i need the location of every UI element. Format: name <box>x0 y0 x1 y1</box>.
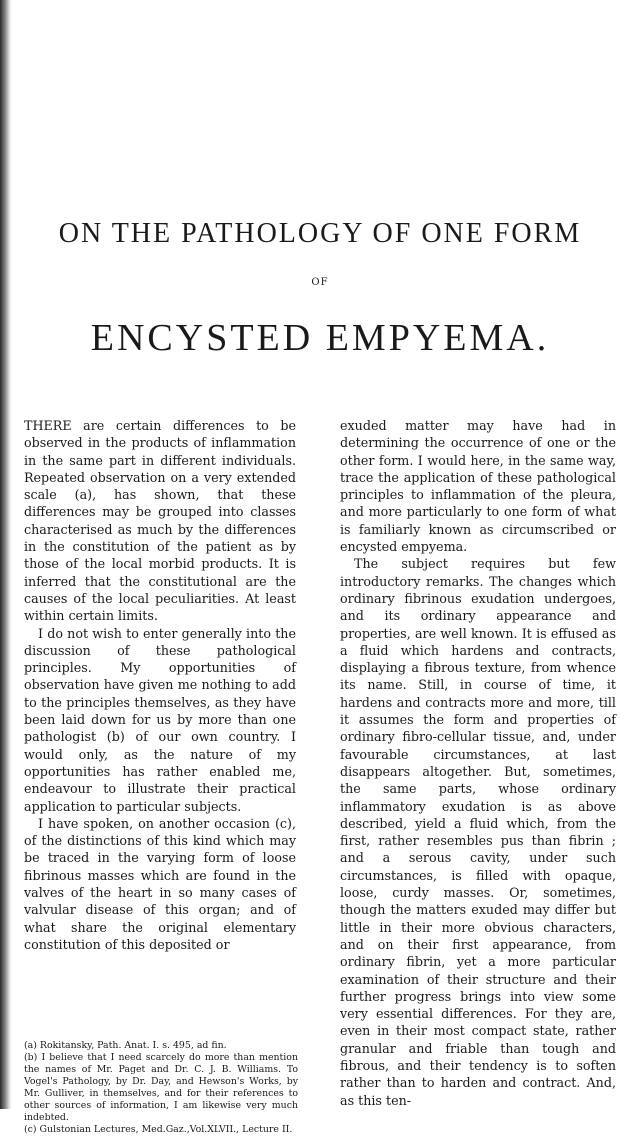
paragraph: exuded matter may have had in determining the occurrence of one or the other form. I would here, in the same way, trace the application of these pathological principles to inflammation of the pleura, and more particularly to one form of what is familiarly known as circumscribed or encysted empyema. <box>340 418 616 555</box>
footnotes <box>24 1040 298 1136</box>
footnote-c: (c) Gulstonian Lectures, Med.Gaz.,Vol.XLVII., Lecture II. <box>24 1124 293 1135</box>
paragraph: The subject requires but few introductory remarks. The changes which ordinary fibrinous exudation undergoes, and its ordinary appearance and properties, are well known. It is effused as a fluid which hardens and contracts, displaying a fibrous texture, from whence its name. Still, in course of time, it hardens and contracts more and more, till it assumes the form and properties of ordinary fibro-cellular tissue, and, under favourable circumstances, at last disappears altogether. But, sometimes, the same parts, whose ordinary inflammatory exudation is as above described, yield a fluid which, from the first, rather resembles pus than fibrin ; and a serous cavity, under such circumstances, is filled with opaque, loose, curdy masses. Or, sometimes, though the matters exuded may differ but little in their more obvious characters, and on their first appearance, from ordinary fibrin, yet a more particular examination of their structure and their further progress brings into view some very essential differences. For they are, even in their most compact state, rather granular and friable than tough and fibrous, and their tendency is to soften rather than to harden and contract. And, as this ten- <box>340 556 616 1108</box>
page-binding-edge <box>0 0 12 1109</box>
paragraph: I do not wish to enter generally into the discussion of these pathological principles. My opportunities of observation have given me nothing to add to the principles themselves, as they have been laid down for us by more than one pathologist (b) of our own country. I would only, as the nature of my opportunities has rather enabled me, endeavour to illustrate their practical application to particular subjects. <box>24 625 296 814</box>
article-title: ON THE PATHOLOGY OF ONE FORM <box>58 218 582 249</box>
paragraph: THERE are certain differences to be observed in the products of inflammation in the same part in different individuals. Repeated observation on a very extended scale (a), has shown, that these differences may be grouped into classes characterised as much by the differences in the constitution of the patient as by those of the local morbid products. It is inferred that the constitutional are the causes of the local peculiarities. At least within certain limits. <box>24 418 296 624</box>
article-subtitle: ENCYSTED EMPYEMA. <box>90 317 550 359</box>
left-column <box>24 417 296 953</box>
right-column <box>340 417 616 1109</box>
paragraph: I have spoken, on another occasion (c), of the distinctions of this kind which may be traced in the varying form of loose fibrinous masses which are found in the valves of the heart in so many cases of valvular disease of this organ; and of what share the original elementary constitution of this deposited or <box>24 815 296 952</box>
title-connector: OF <box>311 277 329 288</box>
footnote-b: (b) I believe that I need scarcely do more than mention the names of Mr. Paget and Dr. C. J. B. Williams. To Vogel's Pathology, by Dr. Day, and Hewson's Works, by Mr. Gulliver, in themselves, and for their references to other sources of information, I am likewise very much indebted. <box>24 1052 298 1123</box>
footnote-a: (a) Rokitansky, Path. Anat. I. s. 495, ad fin. <box>24 1040 227 1051</box>
